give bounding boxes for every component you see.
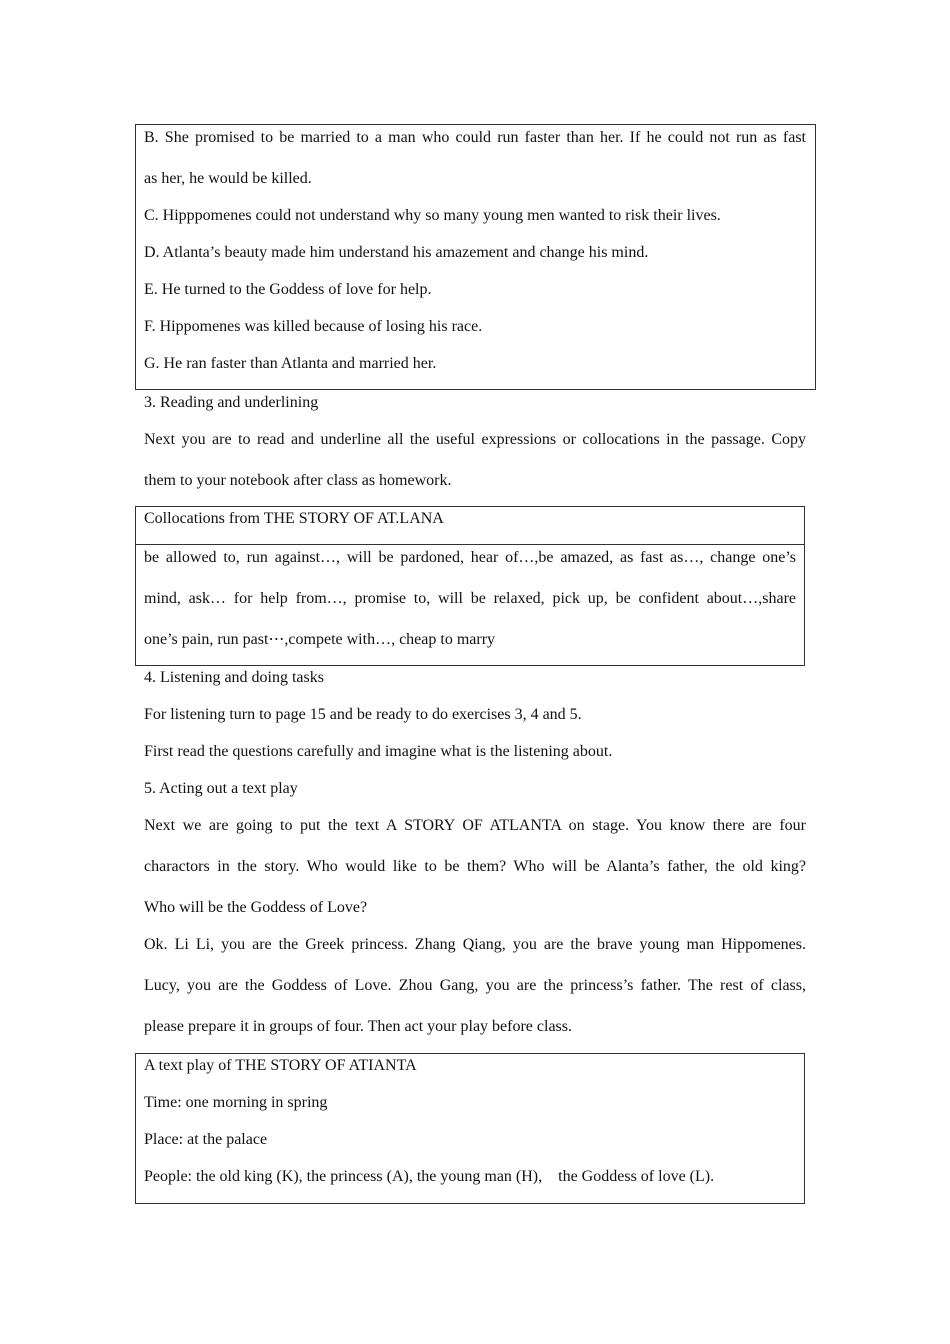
section-3-heading: 3. Reading and underlining bbox=[144, 394, 319, 411]
option-e: E. He turned to the Goddess of love for help. bbox=[144, 281, 432, 298]
collocations-line: be allowed to, run against…, will be pardoned, hear of…,be amazed, as fast as…, change one’s bbox=[144, 549, 796, 566]
option-g: G. He ran faster than Atlanta and married her. bbox=[144, 355, 437, 372]
text-play-place: Place: at the palace bbox=[144, 1131, 268, 1148]
collocations-title: Collocations from THE STORY OF AT.LANA bbox=[144, 510, 444, 527]
section-5-line: Ok. Li Li, you are the Greek princess. Zhang Qiang, you are the brave young man Hippomenes. bbox=[144, 936, 806, 953]
section-5-line: charactors in the story. Who would like to be them? Who will be Alanta’s father, the old king? bbox=[144, 858, 806, 875]
collocations-line: mind, ask… for help from…, promise to, will be relaxed, pick up, be confident about…,share bbox=[144, 590, 796, 607]
option-f: F. Hippomenes was killed because of losing his race. bbox=[144, 318, 483, 335]
option-c: C. Hipppomenes could not understand why so many young men wanted to risk their lives. bbox=[144, 207, 721, 224]
text-play-title: A text play of THE STORY OF ATIANTA bbox=[144, 1057, 417, 1074]
section-3-line: Next you are to read and underline all the useful expressions or collocations in the passage. Copy bbox=[144, 431, 806, 448]
section-3-line: them to your notebook after class as homework. bbox=[144, 472, 452, 489]
option-d: D. Atlanta’s beauty made him understand his amazement and change his mind. bbox=[144, 244, 649, 261]
option-b-line1: B. She promised to be married to a man who could run faster than her. If he could not run as fast bbox=[144, 129, 806, 146]
text-play-people: People: the old king (K), the princess (A), the young man (H), the Goddess of love (L). bbox=[144, 1168, 715, 1185]
section-4-line: For listening turn to page 15 and be ready to do exercises 3, 4 and 5. bbox=[144, 706, 582, 723]
section-5-line: Lucy, you are the Goddess of Love. Zhou Gang, you are the princess’s father. The rest of class, bbox=[144, 977, 806, 994]
section-5-line: please prepare it in groups of four. Then act your play before class. bbox=[144, 1018, 572, 1035]
section-5-heading: 5. Acting out a text play bbox=[144, 780, 298, 797]
section-4-line: First read the questions carefully and imagine what is the listening about. bbox=[144, 743, 613, 760]
collocations-line: one’s pain, run past⋯,compete with…, cheap to marry bbox=[144, 631, 496, 648]
section-5-line: Next we are going to put the text A STORY OF ATLANTA on stage. You know there are four bbox=[144, 817, 806, 834]
collocations-divider bbox=[135, 544, 805, 545]
option-b-line2: as her, he would be killed. bbox=[144, 170, 312, 187]
section-4-heading: 4. Listening and doing tasks bbox=[144, 669, 324, 686]
text-play-time: Time: one morning in spring bbox=[144, 1094, 328, 1111]
section-5-line: Who will be the Goddess of Love? bbox=[144, 899, 368, 916]
